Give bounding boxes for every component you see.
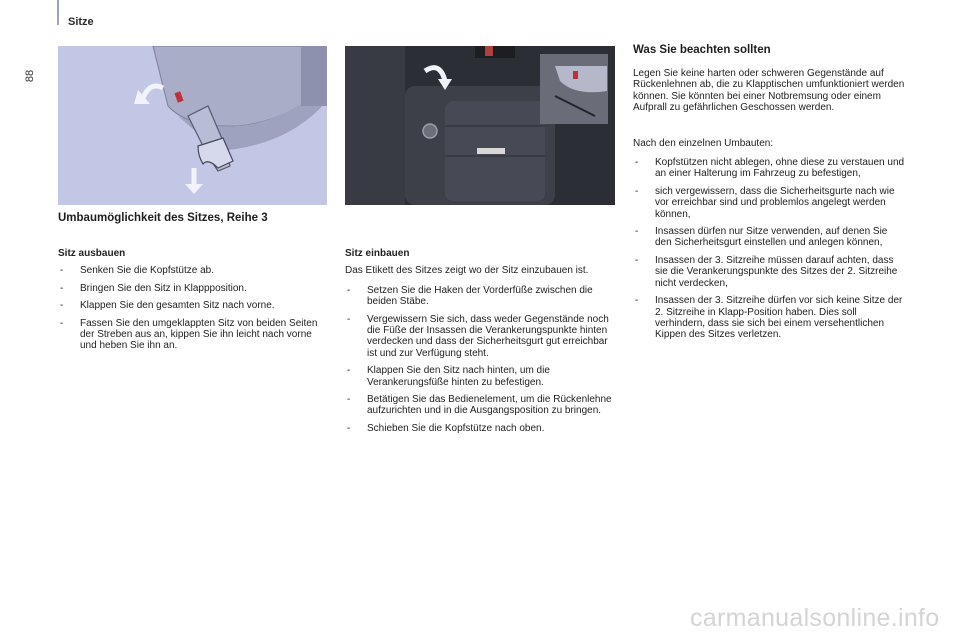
seat-leg-illustration: [58, 46, 327, 205]
list-item: - Insassen der 3. Sitzreihe dürfen vor sich keine Sitze der 2. Sitzreihe in Klapp-Position haben. Dies soll verhindern, dass sie sich bei einem versehentlichen Kippen des Sitzes verletzen.: [633, 295, 905, 341]
notes-intro: Legen Sie keine harten oder schweren Gegenstände auf Rückenlehnen ab, die zu Klapptischen umfunktioniert werden können. Sie könnten bei einer Notbremsung oder einem Aufprall zu gefährlichen Geschossen werden.: [633, 68, 905, 114]
notes-after-title: Nach den einzelnen Umbauten:: [633, 137, 774, 149]
page-number: 88: [24, 69, 37, 83]
notes-column: [633, 68, 905, 347]
remove-seat-column: [58, 248, 328, 358]
list-item: - Vergewissern Sie sich, dass weder Gegenstände noch die Füße der Insassen die Verankerungspunkte hinten verdecken und dass der Sicherheitsgurt gut erreichbar ist und zur Verfügung steht.: [345, 314, 617, 360]
list-item: - Klappen Sie den Sitz nach hinten, um die Verankerungsfüße hinten zu befestigen.: [345, 365, 617, 388]
list-item: - Insassen der 3. Sitzreihe müssen darauf achten, dass sie die Verankerungspunkte des Sitzes der 2. Sitzreihe nicht verdecken,: [633, 255, 905, 289]
list-item: - Bringen Sie den Sitz in Klappposition.: [58, 283, 328, 294]
install-seat-column: [345, 248, 617, 440]
list-item: - Insassen dürfen nur Sitze verwenden, auf denen Sie den Sicherheitsgurt einstellen und anlegen können,: [633, 226, 905, 249]
watermark: carmanualsonline.info: [690, 604, 940, 632]
notes-heading: Was Sie beachten sollten: [633, 44, 771, 56]
list-item: - Fassen Sie den umgeklappten Sitz von beiden Seiten der Streben aus an, kippen Sie ihn leicht nach vorne und heben Sie ihn an.: [58, 318, 328, 352]
section-marker-bar: [57, 0, 59, 25]
list-item: - Betätigen Sie das Bedienelement, um die Rückenlehne aufzurichten und in die Ausgangsposition zu bringen.: [345, 394, 617, 417]
remove-seat-title: Sitz ausbauen: [58, 248, 126, 259]
list-item: - Kopfstützen nicht ablegen, ohne diese zu verstauen und an einer Halterung im Fahrzeug zu befestigen,: [633, 157, 905, 180]
list-item: - Klappen Sie den gesamten Sitz nach vorne.: [58, 300, 328, 311]
seat-anchor-photo: [345, 46, 615, 205]
install-intro: Das Etikett des Sitzes zeigt wo der Sitz einzubauen ist.: [345, 265, 589, 277]
install-seat-title: Sitz einbauen: [345, 248, 410, 259]
section-heading: Umbaumöglichkeit des Sitzes, Reihe 3: [58, 212, 268, 224]
list-item: - Schieben Sie die Kopfstütze nach oben.: [345, 423, 617, 434]
section-title: Sitze: [68, 16, 94, 28]
list-item: - Setzen Sie die Haken der Vorderfüße zwischen die beiden Stäbe.: [345, 285, 617, 308]
list-item: - sich vergewissern, dass die Sicherheitsgurte nach wie vor erreichbar sind und problemlos angelegt werden können,: [633, 186, 905, 220]
list-item: - Senken Sie die Kopfstütze ab.: [58, 265, 328, 276]
